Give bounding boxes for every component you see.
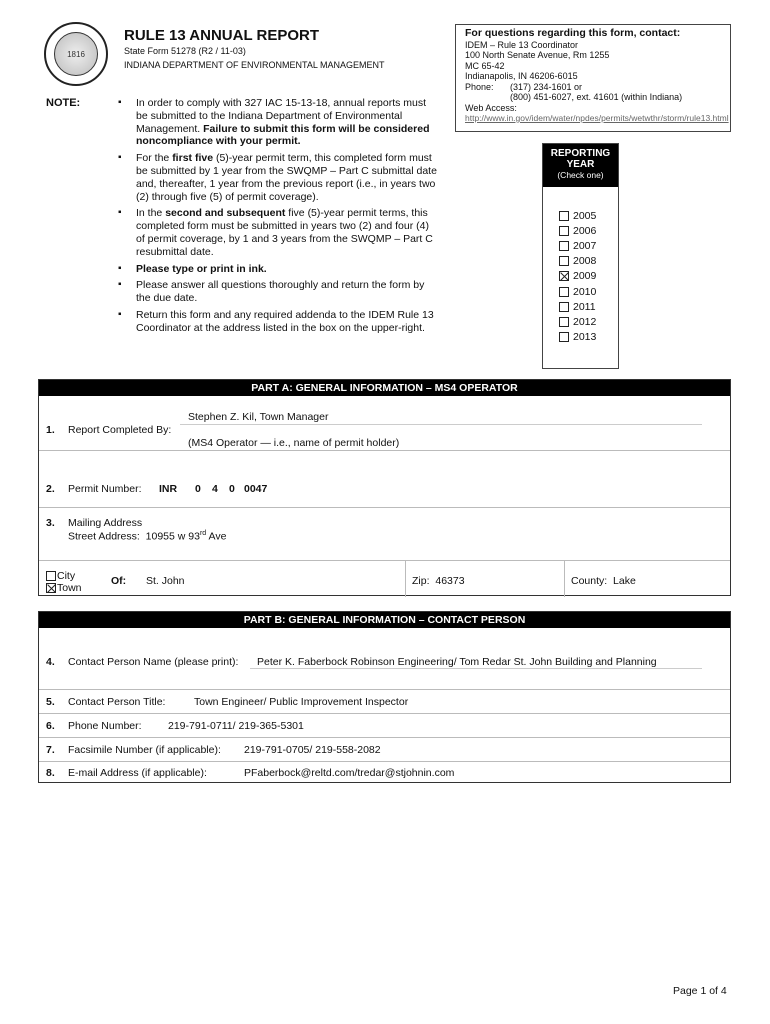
street-sup: rd <box>199 530 207 537</box>
q4-row <box>39 628 730 688</box>
report-completed-by-field[interactable]: Stephen Z. Kil, Town Manager <box>180 411 702 425</box>
note-list <box>118 97 438 339</box>
year-option-2011[interactable] <box>559 299 618 314</box>
street-address-field[interactable]: 10955 w 93 <box>145 530 200 543</box>
note-item <box>118 263 438 276</box>
phone-number-field[interactable]: 219-791-0711/ 219-365-5301 <box>168 720 304 732</box>
seal-year: 1816 <box>67 49 85 59</box>
note-text: In the <box>136 207 166 220</box>
contact-line: IDEM – Rule 13 Coordinator <box>465 39 579 50</box>
year-heading-2: YEAR <box>566 159 595 170</box>
page-number: Page 1 of 4 <box>673 985 727 997</box>
contact-line: 100 North Senate Avenue, Rm 1255 <box>465 50 610 60</box>
q1-label: Report Completed By: <box>68 424 172 436</box>
note-text: In order to comply with 327 IAC 15-13-18, annual reports must be submitted to the Indiana Department of Environmental Management. <box>136 97 427 135</box>
note-text: For the <box>136 152 173 165</box>
q6-number: 6. <box>46 720 55 732</box>
year-checkbox[interactable] <box>559 211 569 221</box>
county-label: County: <box>571 575 608 587</box>
zip-label: Zip: <box>412 575 430 587</box>
town-checkbox[interactable] <box>46 583 56 593</box>
year-label: 2012 <box>573 315 597 328</box>
q4-number: 4. <box>46 656 55 668</box>
city-town-row <box>39 560 730 596</box>
reporting-year-heading <box>543 144 618 187</box>
q3-row <box>39 507 730 559</box>
q8-row <box>39 761 730 783</box>
contact-heading: For questions regarding this form, contact: <box>465 27 681 39</box>
form-number: State Form 51278 (R2 / 11-03) <box>124 46 246 56</box>
contact-title-field[interactable]: Town Engineer/ Public Improvement Inspector <box>194 696 409 708</box>
year-label: 2005 <box>573 209 597 222</box>
note-bold: Please type or print in ink. <box>136 262 267 275</box>
part-a-section <box>38 379 731 596</box>
town-option[interactable] <box>46 582 82 594</box>
reporting-year-box <box>542 143 619 369</box>
web-link[interactable]: http://www.in.gov/idem/water/npdes/permits/wetwthr/storm/rule13.html <box>465 113 729 123</box>
year-label: 2007 <box>573 239 597 252</box>
note-label: NOTE: <box>46 97 81 109</box>
note-item <box>118 152 438 203</box>
note-item <box>118 207 438 258</box>
phone-1: (317) 234-1601 or <box>510 81 583 92</box>
year-checkbox[interactable] <box>559 226 569 236</box>
year-checkbox[interactable] <box>559 317 569 327</box>
year-label: 2008 <box>573 255 597 268</box>
of-label: Of: <box>111 575 127 587</box>
q8-label: E-mail Address (if applicable): <box>68 767 207 779</box>
municipality-field[interactable]: St. John <box>146 575 185 587</box>
part-b-section <box>38 611 731 783</box>
city-label: City <box>57 570 76 582</box>
zip-field[interactable]: 46373 <box>435 575 465 587</box>
q1-number: 1. <box>46 424 55 436</box>
year-label: 2011 <box>573 300 596 313</box>
town-label: Town <box>57 582 82 594</box>
agency-name: INDIANA DEPARTMENT OF ENVIRONMENTAL MANAGEMENT <box>124 60 385 70</box>
seal-center <box>54 32 98 76</box>
note-text: five (5)-year permit terms, this completed form must be submitted in years two (2) and four (4) of permit coverage, by 1 and 3 years from the SWQMP – Part C resubmittal date. <box>136 207 433 258</box>
county <box>571 575 636 587</box>
contact-info-box <box>455 24 731 132</box>
contact-line: Indianapolis, IN 46206-6015 <box>465 71 578 81</box>
indiana-state-seal <box>44 22 108 86</box>
city-checkbox[interactable] <box>46 571 56 581</box>
phone-2: (800) 451-6027, ext. 41601 (within Indiana) <box>510 92 683 102</box>
q6-label: Phone Number: <box>68 720 142 732</box>
note-text: Please answer all questions thoroughly and return the form by the due date. <box>136 279 425 305</box>
year-checkbox[interactable] <box>559 271 569 281</box>
year-checkbox[interactable] <box>559 332 569 342</box>
email-field[interactable]: PFaberbock@reltd.com/tredar@stjohnin.com <box>244 767 455 779</box>
q2-row <box>39 450 730 506</box>
year-checkbox[interactable] <box>559 241 569 251</box>
q5-number: 5. <box>46 696 55 708</box>
q4-label: Contact Person Name (please print): <box>68 656 239 668</box>
q8-number: 8. <box>46 767 55 779</box>
q3-label: Mailing Address <box>68 517 143 529</box>
county-field[interactable]: Lake <box>613 575 636 587</box>
street-suffix: Ave <box>206 530 227 543</box>
note-item <box>118 97 438 148</box>
q6-row <box>39 713 730 737</box>
year-label: 2009 <box>573 270 597 283</box>
year-checkbox[interactable] <box>559 302 569 312</box>
year-option-2009[interactable] <box>559 269 618 284</box>
permit-prefix: INR <box>159 483 178 495</box>
q3-number: 3. <box>46 517 55 529</box>
permit-digit[interactable]: 4 <box>212 483 218 495</box>
q5-row <box>39 689 730 713</box>
year-hint: (Check one) <box>557 170 604 180</box>
street-label: Street Address: <box>68 530 140 543</box>
web-label: Web Access: <box>465 102 517 113</box>
divider <box>405 561 406 597</box>
year-label: 2006 <box>573 224 597 237</box>
part-b-heading: PART B: GENERAL INFORMATION – CONTACT PERSON <box>39 612 730 628</box>
q1-row <box>39 396 730 449</box>
q7-label: Facsimile Number (if applicable): <box>68 744 221 756</box>
year-option-2013[interactable] <box>559 330 618 345</box>
year-checkbox[interactable] <box>559 256 569 266</box>
year-option-2012[interactable] <box>559 314 618 329</box>
q2-number: 2. <box>46 483 55 495</box>
zip <box>412 575 465 587</box>
year-option-2008[interactable] <box>559 254 618 269</box>
fax-number-field[interactable]: 219-791-0705/ 219-558-2082 <box>244 744 381 756</box>
year-heading-1: REPORTING <box>550 148 611 159</box>
q7-row <box>39 737 730 761</box>
q5-label: Contact Person Title: <box>68 696 166 708</box>
year-checkbox[interactable] <box>559 287 569 297</box>
form-title: RULE 13 ANNUAL REPORT <box>124 27 320 44</box>
q7-number: 7. <box>46 744 55 756</box>
year-option-2010[interactable] <box>559 284 618 299</box>
permit-number-field[interactable]: 0047 <box>244 483 268 495</box>
contact-name-field[interactable]: Peter K. Faberbock Robinson Engineering/ Tom Redar St. John Building and Planning <box>250 656 702 669</box>
note-bold: second and subsequent <box>165 207 286 220</box>
phone-label: Phone: <box>465 81 494 92</box>
year-options <box>543 187 618 345</box>
year-label: 2010 <box>573 285 597 298</box>
q2-label: Permit Number: <box>68 483 142 495</box>
divider <box>564 561 565 597</box>
city-option[interactable] <box>46 570 75 582</box>
year-option-2007[interactable] <box>559 238 618 253</box>
note-item <box>118 279 438 305</box>
part-a-heading: PART A: GENERAL INFORMATION – MS4 OPERATOR <box>39 380 730 396</box>
year-label: 2013 <box>573 331 597 344</box>
q1-hint: (MS4 Operator — i.e., name of permit holder) <box>188 437 400 449</box>
street-address <box>68 530 226 543</box>
contact-line: MC 65-42 <box>465 60 505 71</box>
permit-digit[interactable]: 0 <box>195 483 201 495</box>
year-option-2006[interactable] <box>559 223 618 238</box>
note-bold: Failure to submit this form will be considered noncompliance with your permit. <box>136 122 430 148</box>
note-text: (5)-year permit term, this completed form must be submitted by 1 year from the SWQMP – Part C submittal date and, thereafter, 1 year from the previous report (i.e., in years two (2) through five (5) of permit coverage). <box>136 152 437 203</box>
note-text: Return this form and any required addenda to the IDEM Rule 13 Coordinator at the address listed in the box on the upper-right. <box>136 308 434 334</box>
year-option-2005[interactable] <box>559 208 618 223</box>
note-bold: first five <box>172 152 214 165</box>
permit-digit[interactable]: 0 <box>229 483 235 495</box>
note-item <box>118 309 438 335</box>
